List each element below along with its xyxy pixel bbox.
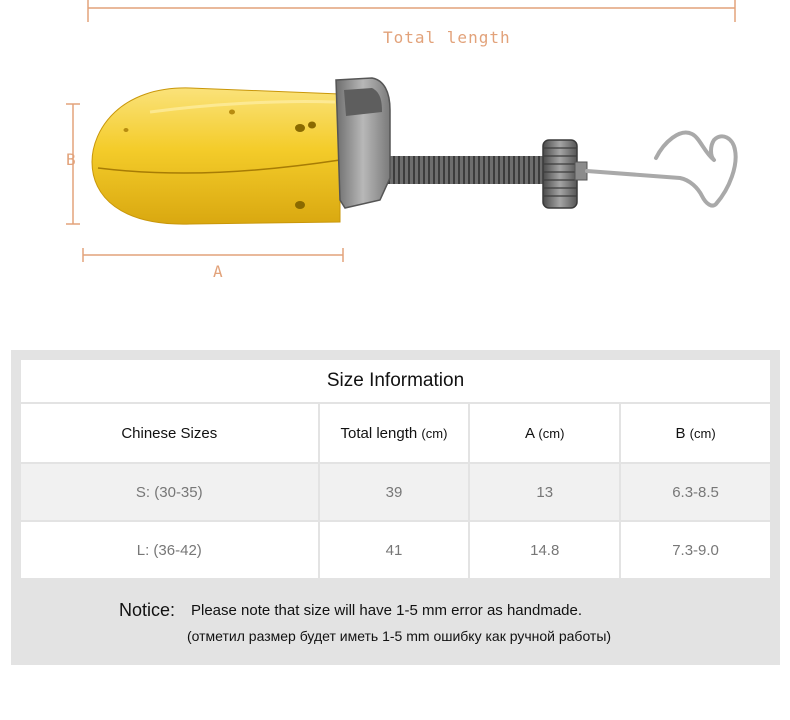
- header-unit: (cm): [421, 425, 448, 441]
- cell-b: 6.3-8.5: [620, 463, 771, 521]
- table-row: [20, 521, 771, 579]
- header-chinese-sizes: [20, 403, 319, 463]
- header-unit: (cm): [689, 425, 716, 441]
- header-label: Chinese Sizes: [121, 424, 218, 442]
- screw-rod: [380, 156, 550, 184]
- size-table: [19, 358, 772, 580]
- header-b: [620, 403, 771, 463]
- cell-size: L: (36-42): [20, 521, 319, 579]
- cell-total-length: 39: [319, 463, 470, 521]
- b-dimension-label: B: [66, 150, 77, 169]
- a-dimension-label: A: [213, 262, 224, 281]
- cell-a: 14.8: [469, 521, 620, 579]
- table-title: Size Information: [20, 359, 771, 403]
- header-label: B: [675, 424, 686, 442]
- heart-wire-handle: [587, 133, 736, 206]
- notice-label: Notice:: [119, 600, 176, 620]
- product-diagram: [0, 0, 790, 330]
- size-information-panel: [11, 350, 780, 665]
- cell-total-length: 41: [319, 521, 470, 579]
- table-row: [20, 463, 771, 521]
- header-label: Total length: [340, 424, 418, 442]
- cell-size: S: (30-35): [20, 463, 319, 521]
- header-a: [469, 403, 620, 463]
- heel-cap: [336, 78, 390, 208]
- total-length-label: Total length: [383, 28, 511, 47]
- notice-text-russian: (отметил размер будет иметь 1-5 mm ошибку как ручной работы): [187, 628, 612, 644]
- cell-a: 13: [469, 463, 620, 521]
- a-dimension: [83, 248, 343, 262]
- header-unit: (cm): [538, 425, 565, 441]
- shoe-stretcher-illustration: [0, 0, 790, 330]
- notice-text-english: Please note that size will have 1-5 mm error as handmade.: [191, 602, 583, 619]
- table-header-row: [20, 403, 771, 463]
- header-label: A: [525, 424, 535, 442]
- adjustment-knob: [543, 140, 587, 208]
- yellow-shoe-body: [92, 88, 340, 224]
- cell-b: 7.3-9.0: [620, 521, 771, 579]
- table-title-row: [20, 359, 771, 403]
- header-total-length: [319, 403, 470, 463]
- total-length-dimension: [88, 0, 735, 22]
